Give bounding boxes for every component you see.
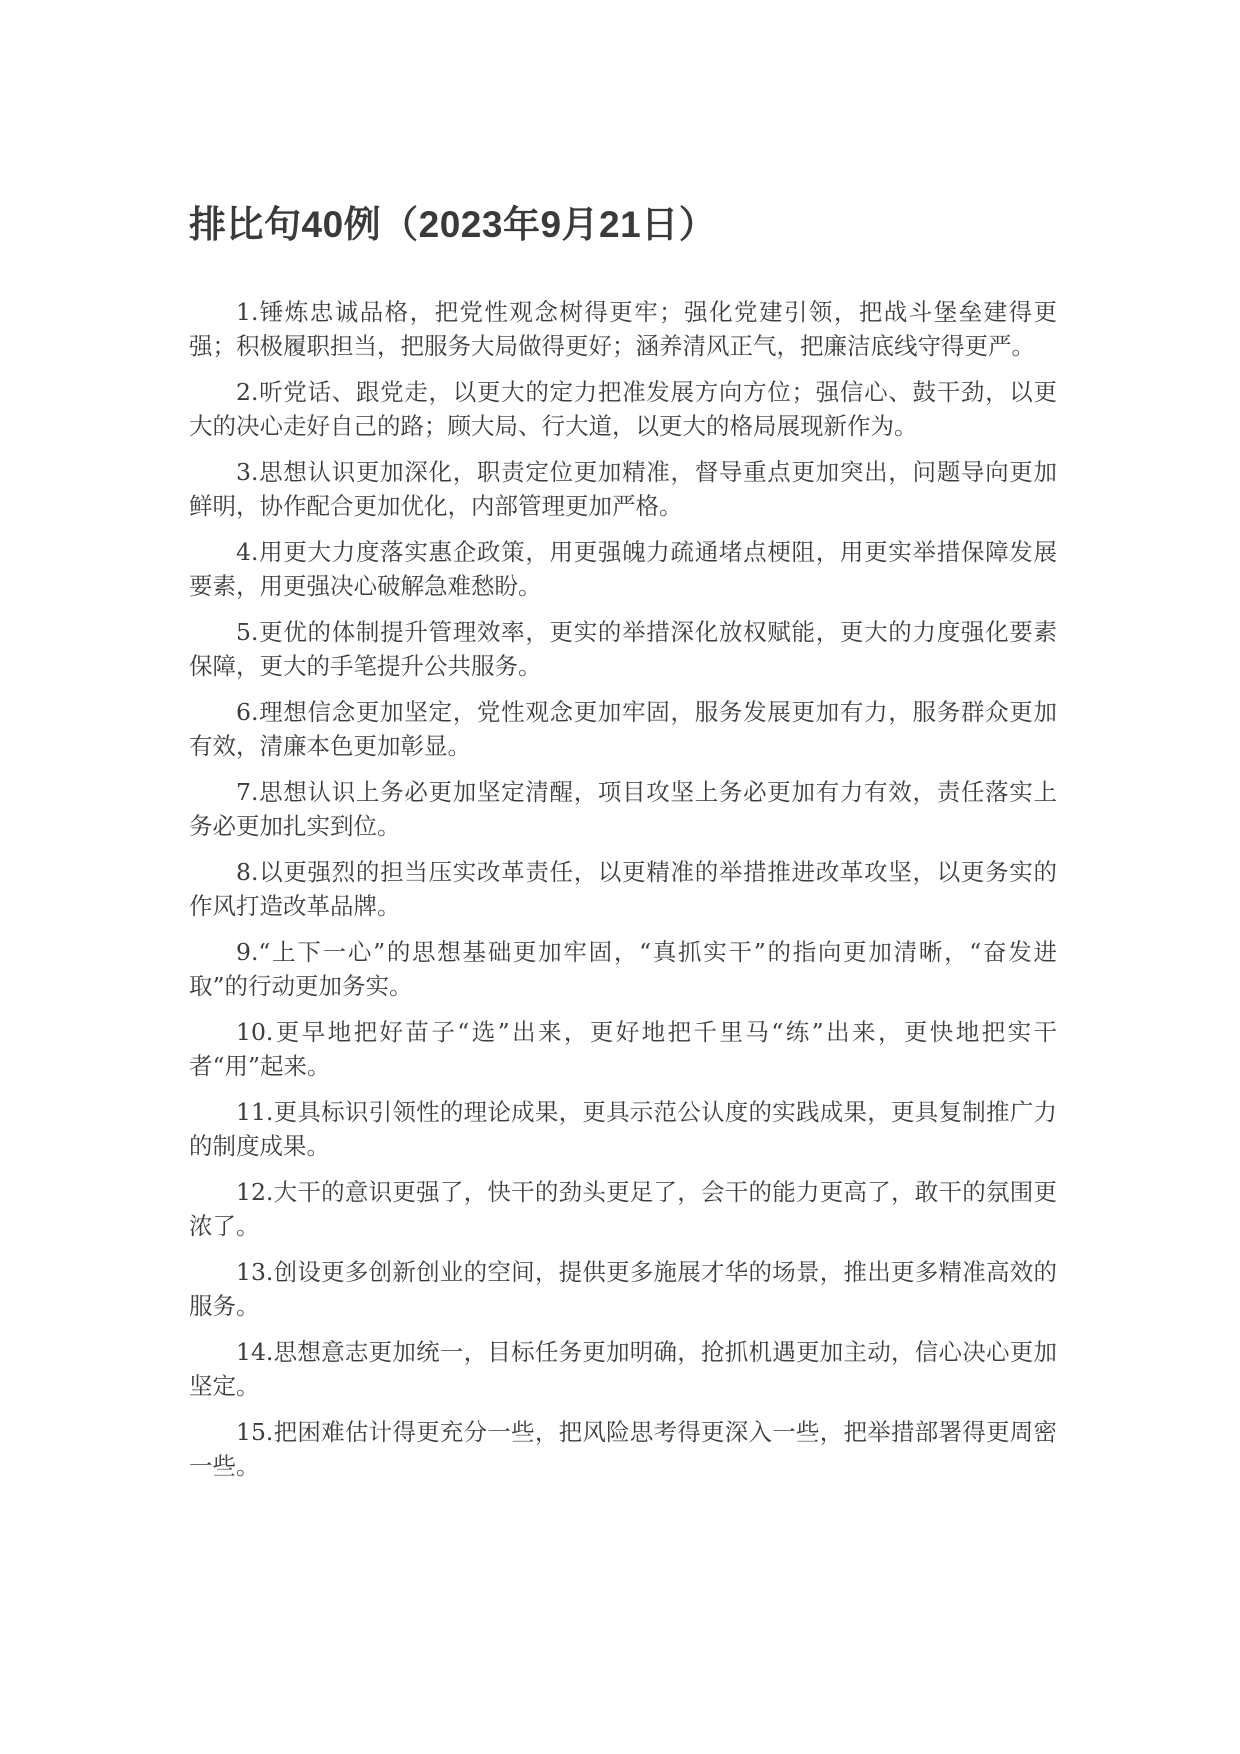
sentence-item: 5.更优的体制提升管理效率，更实的举措深化放权赋能，更大的力度强化要素保障，更大的手笔提升公共服务。: [189, 618, 1057, 680]
sentence-item: 15.把困难估计得更充分一些，把风险思考得更深入一些，把举措部署得更周密一些。: [189, 1418, 1057, 1480]
sentence-item: 10.更早地把好苗子“选”出来，更好地把千里马“练”出来，更快地把实干者“用”起来。: [189, 1018, 1057, 1080]
sentence-item: 2.听党话、跟党走，以更大的定力把准发展方向方位；强信心、鼓干劲，以更大的决心走好自己的路；顾大局、行大道，以更大的格局展现新作为。: [189, 378, 1057, 440]
sentence-item: 4.用更大力度落实惠企政策，用更强魄力疏通堵点梗阻，用更实举措保障发展要素，用更强决心破解急难愁盼。: [189, 538, 1057, 600]
sentence-item: 9.“上下一心”的思想基础更加牢固，“真抓实干”的指向更加清晰，“奋发进取”的行动更加务实。: [189, 938, 1057, 1000]
sentence-item: 14.思想意志更加统一，目标任务更加明确，抢抓机遇更加主动，信心决心更加坚定。: [189, 1338, 1057, 1400]
sentence-item: 1.锤炼忠诚品格，把党性观念树得更牢；强化党建引领，把战斗堡垒建得更强；积极履职担当，把服务大局做得更好；涵养清风正气，把廉洁底线守得更严。: [189, 298, 1057, 360]
sentence-list: [189, 295, 1057, 1483]
sentence-item: 11.更具标识引领性的理论成果，更具示范公认度的实践成果，更具复制推广力的制度成果。: [189, 1098, 1057, 1160]
document-content: [189, 200, 1057, 1495]
sentence-item: 12.大干的意识更强了，快干的劲头更足了，会干的能力更高了，敢干的氛围更浓了。: [189, 1178, 1057, 1240]
document-title: 排比句40例（2023年9月21日）: [189, 204, 717, 245]
sentence-item: 6.理想信念更加坚定，党性观念更加牢固，服务发展更加有力，服务群众更加有效，清廉本色更加彰显。: [189, 698, 1057, 760]
sentence-item: 7.思想认识上务必更加坚定清醒，项目攻坚上务必更加有力有效，责任落实上务必更加扎实到位。: [189, 778, 1057, 840]
sentence-item: 8.以更强烈的担当压实改革责任，以更精准的举措推进改革攻坚，以更务实的作风打造改革品牌。: [189, 858, 1057, 920]
sentence-item: 13.创设更多创新创业的空间，提供更多施展才华的场景，推出更多精准高效的服务。: [189, 1258, 1057, 1320]
sentence-item: 3.思想认识更加深化，职责定位更加精准，督导重点更加突出，问题导向更加鲜明，协作配合更加优化，内部管理更加严格。: [189, 458, 1057, 520]
